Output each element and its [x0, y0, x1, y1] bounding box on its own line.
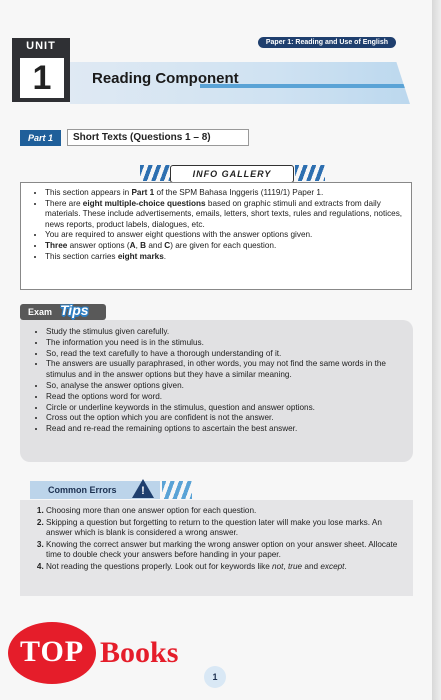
- info-gallery-heading: INFO GALLERY: [170, 165, 294, 183]
- info-item: • This section carries eight marks.: [45, 252, 405, 263]
- error-item: 4. Not reading the questions properly. Look out for keywords like not, true and except.: [46, 562, 405, 573]
- unit-number: 1: [20, 58, 64, 98]
- unit-box: [12, 38, 70, 102]
- info-item: • Three answer options (A, B and C) are given for each question.: [45, 241, 405, 252]
- tips-label: Tips: [60, 302, 89, 318]
- topbooks-watermark-logo: [8, 622, 208, 690]
- tip-item: • Cross out the option which you are confident is not the answer.: [46, 413, 405, 424]
- exclamation-icon: !: [141, 485, 145, 497]
- part-title: Short Texts (Questions 1 – 8): [67, 129, 249, 146]
- exam-tips-heading: [20, 302, 108, 322]
- info-item: • You are required to answer eight questions with the answer options given.: [45, 230, 405, 241]
- tip-item: • Read the options word for word.: [46, 392, 405, 403]
- stripe-decoration-right: [295, 165, 325, 181]
- common-errors-label: Common Errors: [48, 485, 117, 495]
- stripe-decoration-left: [140, 165, 170, 181]
- tip-item: • The information you need is in the stimulus.: [46, 338, 405, 349]
- info-gallery-box: [20, 182, 412, 290]
- paper-tag: Paper 1: Reading and Use of English: [258, 37, 396, 48]
- stripe-decoration: [162, 481, 192, 499]
- info-item: • There are eight multiple-choice questions based on graphic stimuli and extracts from daily materials. These include advertisements, emails, letters, short texts, rules and regulations, notices, news reports, product labels, dialogues, etc.: [45, 199, 405, 231]
- exam-tips-box: [20, 320, 413, 462]
- page-title: Reading Component: [92, 70, 239, 87]
- exam-label: Exam: [28, 307, 53, 317]
- tip-item: • So, read the text carefully to have a thorough understanding of it.: [46, 349, 405, 360]
- tip-item: • Circle or underline keywords in the stimulus, question and answer options.: [46, 403, 405, 414]
- error-item: 3. Knowing the correct answer but marking the wrong answer option on your answer sheet. Allocate time to double check your answers before handing in your paper.: [46, 540, 405, 561]
- error-item: 2. Skipping a question but forgetting to return to the question later will make you lose marks. An answer which is blank is considered a wrong answer.: [46, 518, 405, 539]
- page-number: 1: [204, 666, 226, 688]
- page-edge: [432, 0, 441, 700]
- part-tag: Part 1: [20, 130, 61, 146]
- common-errors-heading: [30, 479, 190, 501]
- error-item: 1. Choosing more than one answer option for each question.: [46, 506, 405, 517]
- info-item: • This section appears in Part 1 of the SPM Bahasa Inggeris (1119/1) Paper 1.: [45, 188, 405, 199]
- tip-item: • Read and re-read the remaining options to ascertain the best answer.: [46, 424, 405, 435]
- common-errors-box: [20, 500, 413, 596]
- tip-item: • Study the stimulus given carefully.: [46, 327, 405, 338]
- logo-books-text: Books: [100, 636, 179, 669]
- tip-item: • So, analyse the answer options given.: [46, 381, 405, 392]
- tip-item: • The answers are usually paraphrased, in other words, you may not find the same words in the stimulus and in the answer options but they have a similar meaning.: [46, 359, 405, 381]
- logo-top-text: TOP: [20, 635, 85, 668]
- unit-label: UNIT: [26, 40, 56, 52]
